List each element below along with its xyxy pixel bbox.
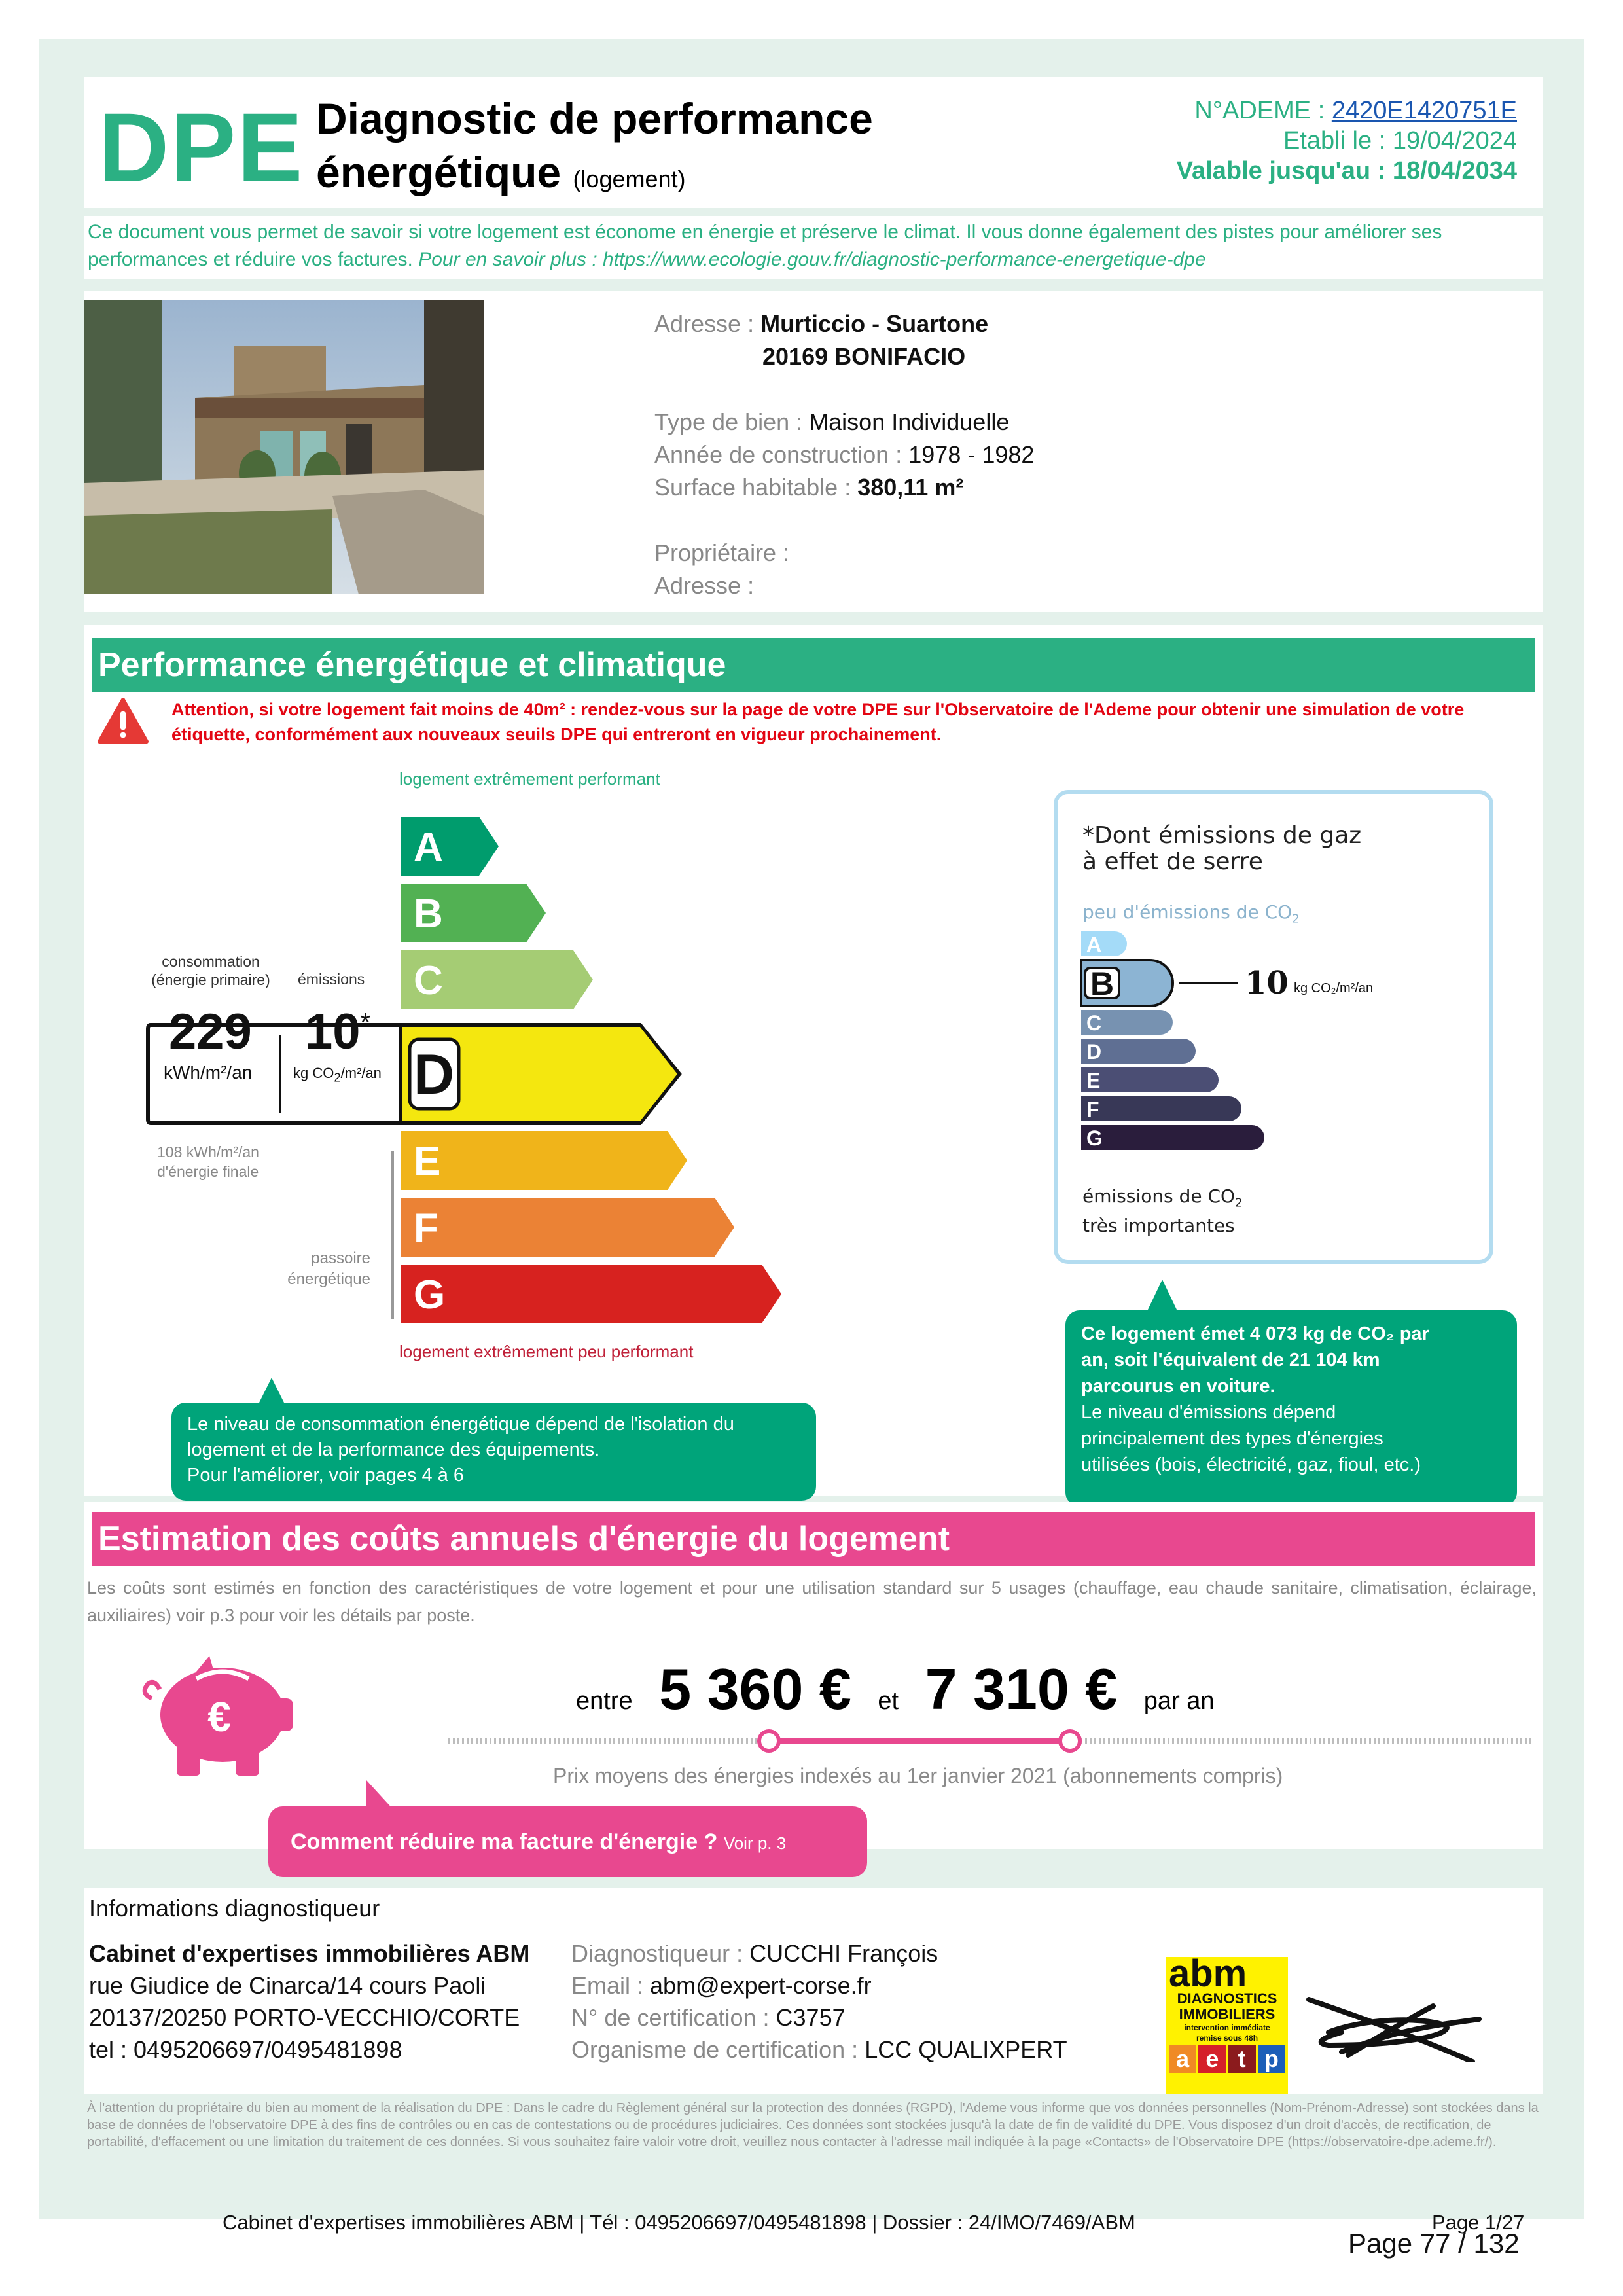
ges-bar-G <box>1081 1125 1264 1150</box>
diag-name-value: CUCCHI François <box>749 1940 938 1967</box>
abm-logo-brand: abm <box>1169 1957 1247 1995</box>
ges-bubble-line6: utilisées (bois, électricité, gaz, fioul, etc.) <box>1081 1454 1421 1475</box>
energy-bar-G <box>401 1265 781 1323</box>
ges-bubble-line5: principalement des types d'énergies <box>1081 1428 1383 1449</box>
performance-section-title: Performance énergétique et climatique <box>92 638 1535 692</box>
ges-top-text: peu d'émissions de CO <box>1082 901 1293 923</box>
ges-bubble-line2: an, soit l'équivalent de 21 104 km <box>1081 1350 1380 1371</box>
current-values-box <box>149 984 398 1093</box>
ges-letter-F: F <box>1086 1098 1099 1121</box>
consumption-header-line2: (énergie primaire) <box>151 971 270 988</box>
abm-logo-line3: intervention immédiate <box>1184 2023 1270 2032</box>
ademe-number-link[interactable]: 2420E1420751E <box>1331 97 1517 124</box>
abm-tile-p: p <box>1258 2045 1285 2073</box>
dpe-logo: DPE <box>98 92 304 202</box>
emissions-star: * <box>360 1008 371 1037</box>
ges-bubble-line4: Le niveau d'émissions dépend <box>1081 1402 1336 1423</box>
consumption-value: 229 <box>169 1004 252 1060</box>
ges-top-label <box>1082 901 1300 926</box>
cost-per-year: par an <box>1143 1687 1215 1715</box>
property-details <box>654 308 1034 602</box>
cost-range-bar <box>445 1728 1544 1754</box>
established-date: 19/04/2024 <box>1392 127 1517 154</box>
valid-label: Valable jusqu'au : <box>1176 157 1393 185</box>
ges-letter-C: C <box>1086 1011 1102 1035</box>
energy-bottom-label: logement extrêmement peu performant <box>399 1342 694 1361</box>
established-label: Etabli le : <box>1283 127 1393 154</box>
reduce-bill-label: Comment réduire ma facture d'énergie ? <box>291 1829 718 1854</box>
cost-max: 7 310 € <box>925 1657 1118 1721</box>
abm-logo-line2: IMMOBILIERS <box>1179 2006 1275 2022</box>
consumption-unit: kWh/m²/an <box>164 1062 253 1083</box>
cost-and: et <box>878 1687 899 1715</box>
ges-bar-F <box>1081 1096 1241 1121</box>
diagnostician-details <box>571 1937 1067 2066</box>
emissions-unit-pre: kg CO <box>293 1065 334 1081</box>
reduce-bill-page: Voir p. 3 <box>723 1833 787 1853</box>
reduce-bill-button[interactable] <box>268 1806 867 1877</box>
ges-info-bubble <box>1065 1310 1517 1507</box>
signature <box>1302 1990 1486 2062</box>
page-title <box>316 92 873 206</box>
energy-letter-E: E <box>414 1139 441 1184</box>
owner-label: Propriétaire : <box>654 539 790 566</box>
cost-note: Prix moyens des énergies indexés au 1er janvier 2021 (abonnements compris) <box>553 1764 1283 1787</box>
ges-scale-chart <box>1077 931 1483 1206</box>
ges-bubble-line3: parcourus en voiture. <box>1081 1376 1275 1397</box>
company-city: 20137/20250 PORTO-VECCHIO/CORTE <box>89 2004 520 2031</box>
diag-cert-value: C3757 <box>776 2004 846 2031</box>
surface-label: Surface habitable : <box>654 474 858 501</box>
cost-range <box>576 1656 1215 1723</box>
abm-tile-t: t <box>1228 2045 1256 2073</box>
intro-text <box>88 219 1527 274</box>
abm-logo-line1: DIAGNOSTICS <box>1177 1990 1277 2007</box>
ges-bubble-pointer <box>1147 1280 1177 1311</box>
ges-bottom-label <box>1082 1185 1243 1237</box>
emissions-number: 10 <box>305 1004 361 1060</box>
final-energy-line2: d'énergie finale <box>157 1163 259 1180</box>
final-energy-line1: 108 kWh/m²/an <box>157 1143 259 1160</box>
energy-letter-F: F <box>414 1206 438 1251</box>
footer-text: Cabinet d'expertises immobilières ABM | Tél : 0495206697/0495481898 | Dossier : 24/IMO/7469/ABM <box>223 2211 1135 2234</box>
energy-letter-G: G <box>414 1272 446 1318</box>
ges-letter-A: A <box>1086 933 1102 956</box>
intro-more-link[interactable]: Pour en savoir plus : https://www.ecologie.gouv.fr/diagnostic-performance-energetique-dpe <box>418 249 1206 270</box>
abm-logo-line4: remise sous 48h <box>1196 2034 1258 2043</box>
ges-unit: kg CO₂/m²/an <box>1294 981 1374 996</box>
bubble-pointer <box>259 1378 285 1404</box>
ges-title <box>1082 823 1361 875</box>
type-label: Type de bien : <box>654 408 810 435</box>
energy-letter-A: A <box>414 825 443 870</box>
abm-tile-a: a <box>1169 2045 1196 2073</box>
ademe-label: N°ADEME : <box>1194 97 1332 124</box>
address-line-2: 20169 BONIFACIO <box>762 343 966 370</box>
type-value: Maison Individuelle <box>809 408 1010 435</box>
page-number: Page 1/27 <box>1432 2211 1525 2234</box>
valid-date: 18/04/2034 <box>1392 157 1517 185</box>
diag-org-value: LCC QUALIXPERT <box>865 2036 1067 2063</box>
warning-text: Attention, si votre logement fait moins de 40m² : rendez-vous sur la page de votre DPE sur l'Observatoire de l'Ademe pour obtenir une simulation de votre étiquette, conformément aux nouveaux seuils DPE qui entreront en vigueur prochainement. <box>171 700 1465 744</box>
diagnostician-title: Informations diagnostiqueur <box>89 1895 380 1922</box>
passoire-line2: énergétique <box>287 1270 370 1288</box>
emissions-unit <box>293 1065 382 1085</box>
diag-email-value[interactable]: abm@expert-corse.fr <box>650 1972 872 1999</box>
ges-value: 10 <box>1245 965 1289 1001</box>
cost-between: entre <box>576 1687 633 1715</box>
ges-letter-D: D <box>1086 1040 1102 1064</box>
energy-bar-F <box>401 1198 734 1257</box>
ges-bubble-line1: Ce logement émet 4 073 kg de CO₂ par <box>1081 1323 1429 1344</box>
consumption-bubble-line3: Pour l'améliorer, voir pages 4 à 6 <box>187 1465 465 1486</box>
ges-bottom-sub: 2 <box>1235 1196 1243 1210</box>
emissions-unit-sub: 2 <box>334 1070 341 1085</box>
title-suffix: (logement) <box>573 166 686 192</box>
consumption-bubble-line1: Le niveau de consommation énergétique dépend de l'isolation du <box>187 1414 734 1435</box>
emissions-unit-post: /m²/an <box>340 1065 382 1081</box>
address-label: Adresse : <box>654 310 761 337</box>
year-value: 1978 - 1982 <box>908 441 1035 468</box>
costs-description: Les coûts sont estimés en fonction des caractéristiques de votre logement et pour une utilisation standard sur 5 usages (chauffage, eau chaude sanitaire, climatisation, éclairage, auxiliaires) voir p.3 pour voir les détails par poste. <box>87 1578 1537 1625</box>
final-energy-note <box>157 1142 259 1181</box>
ges-title-line2: à effet de serre <box>1082 848 1263 875</box>
consumption-bubble-line2: logement et de la performance des équipements. <box>187 1439 600 1460</box>
address-line-1: Murticcio - Suartone <box>760 310 989 337</box>
energy-bar-tip-D <box>640 1027 677 1121</box>
energy-letter-C: C <box>414 958 443 1003</box>
header-meta <box>1177 96 1517 186</box>
property-photo <box>84 300 484 594</box>
current-class-letter: D <box>413 1043 455 1106</box>
company-name: Cabinet d'expertises immobilières ABM <box>89 1940 530 1967</box>
diag-cert-label: N° de certification : <box>571 2004 776 2031</box>
ges-box <box>1054 790 1493 1264</box>
ges-top-sub: 2 <box>1292 912 1300 926</box>
cost-min-marker <box>759 1731 779 1751</box>
svg-text:€: € <box>207 1693 231 1740</box>
year-label: Année de construction : <box>654 441 909 468</box>
energy-letter-B: B <box>414 891 443 937</box>
consumption-info-bubble <box>171 1403 816 1501</box>
emissions-value <box>305 1003 370 1060</box>
ges-letter-E: E <box>1086 1069 1101 1092</box>
emissions-header: émissions <box>298 971 365 988</box>
ges-current-letter: B <box>1090 965 1115 1002</box>
company-phone: tel : 0495206697/0495481898 <box>89 2036 402 2063</box>
warning-icon <box>97 697 149 744</box>
page-number-overlay: Page 77 / 132 <box>1348 2228 1520 2259</box>
ges-bottom-line2: très importantes <box>1082 1214 1235 1236</box>
intro-card <box>84 216 1543 279</box>
energy-bar-E <box>401 1131 687 1190</box>
ges-bar-E <box>1081 1067 1219 1092</box>
passoire-line1: passoire <box>311 1249 370 1267</box>
diag-org-label: Organisme de certification : <box>571 2036 865 2063</box>
energy-top-label: logement extrêmement performant <box>399 769 660 789</box>
ges-letter-G: G <box>1086 1126 1103 1150</box>
header-card <box>84 77 1543 208</box>
owner-address-label: Adresse : <box>654 572 755 599</box>
abm-logo <box>1166 1957 1288 2094</box>
intro-body: Ce document vous permet de savoir si votre logement est économe en énergie et préserve le climat. Il vous donne également des pistes pour améliorer ses performances et réduire vos factures. <box>88 221 1442 270</box>
ges-title-line1: *Dont émissions de gaz <box>1082 822 1362 849</box>
diagnostician-company <box>89 1937 529 2066</box>
diag-email-label: Email : <box>571 1972 651 1999</box>
passoire-label <box>249 1248 370 1290</box>
piggy-bank-icon <box>137 1653 301 1780</box>
cost-min: 5 360 € <box>659 1657 851 1721</box>
diag-name-label: Diagnostiqueur : <box>571 1940 750 1967</box>
ges-bottom-text: émissions de CO <box>1082 1185 1236 1207</box>
cost-max-marker <box>1060 1731 1080 1751</box>
consumption-header-line1: consommation <box>162 953 260 970</box>
abm-logo-tiles <box>1166 2043 1288 2073</box>
title-line-2: énergétique <box>316 148 562 196</box>
costs-section-title: Estimation des coûts annuels d'énergie du logement <box>92 1512 1535 1566</box>
rgpd-notice: À l'attention du propriétaire du bien au moment de la réalisation du DPE : Dans le cadre du Règlement général sur la protection des données (RGPD), l'Ademe vous informe que vos données personnelles (Nom-Prénom-Adresse) sont stockées dans la base de données de l'observatoire DPE à des fins de contrôles ou en cas de contestations ou de procédures judiciaires. Ces données sont stockées jusqu'à la date de fin de validité du DPE. Vous disposez d'un droit d'accès, de rectification, de portabilité, d'effacement ou une limitation du traitement de ces données. Si vous souhaitez faire valoir votre droit, veuillez nous contacter à l'adresse mail indiquée à la page «Contacts» de l'Observatoire DPE (https://observatoire-dpe.ademe.fr/). <box>87 2101 1539 2149</box>
title-line-1: Diagnostic de performance <box>316 94 873 143</box>
abm-tile-e: e <box>1198 2045 1226 2073</box>
company-street: rue Giudice de Cinarca/14 cours Paoli <box>89 1972 486 1999</box>
surface-value: 380,11 m² <box>857 474 964 501</box>
